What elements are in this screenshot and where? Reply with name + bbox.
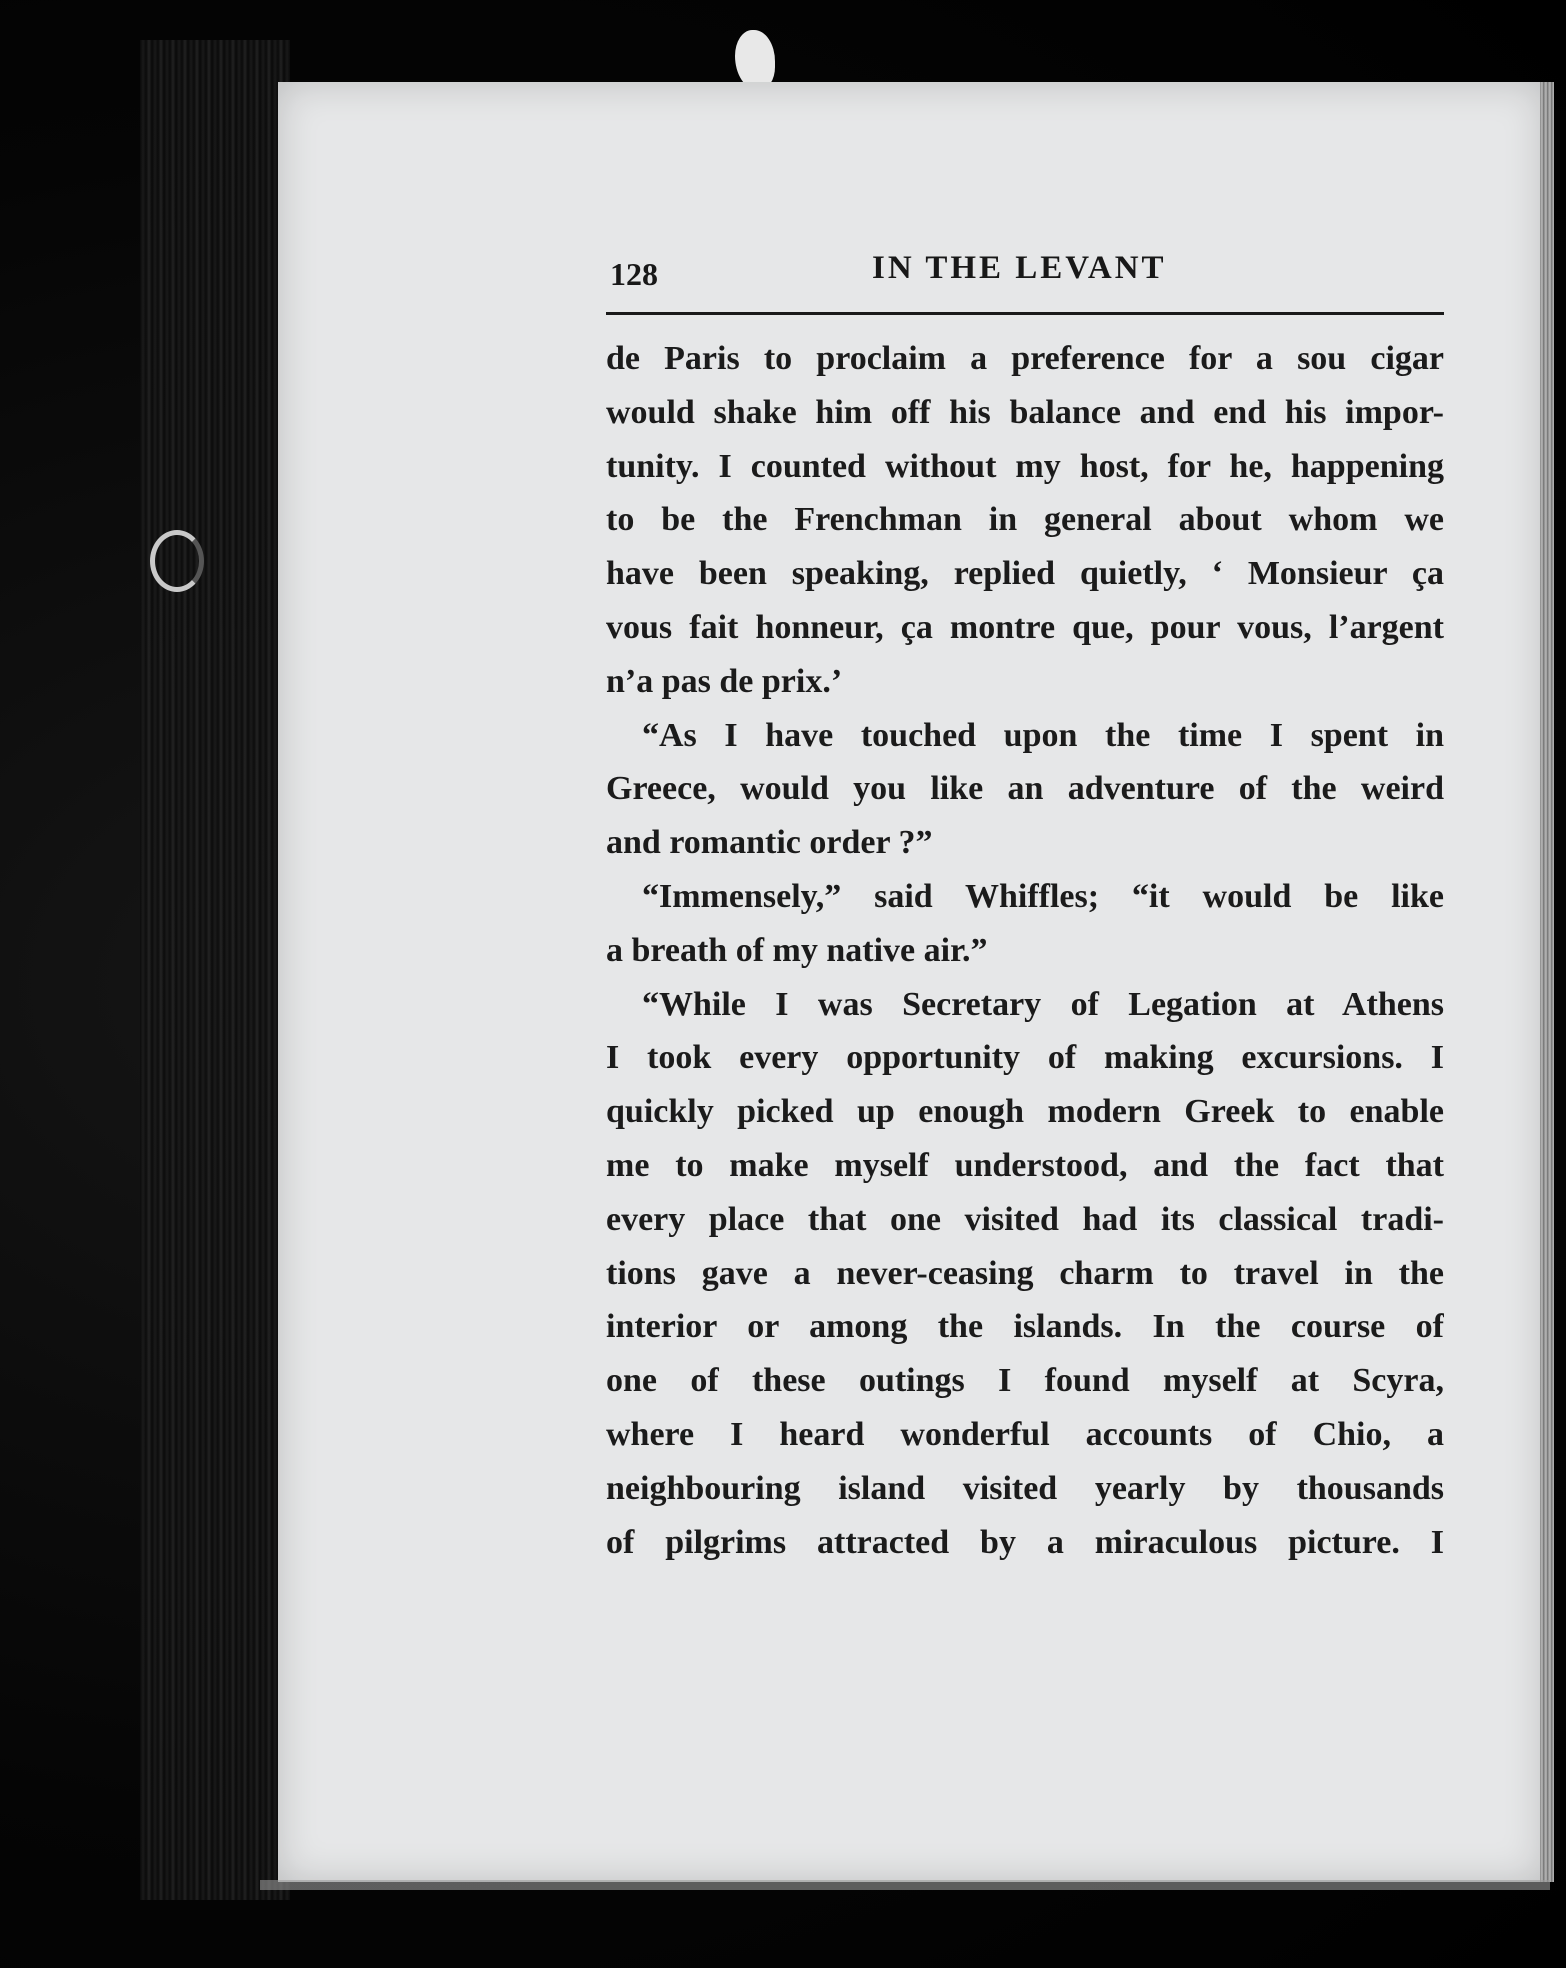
text-line: to be the Frenchman in general about whom we xyxy=(606,501,1444,539)
body-text xyxy=(606,332,1444,1569)
text-line: Greece, would you like an adventure of the weird xyxy=(606,770,1444,808)
text-line: a breath of my native air.” xyxy=(606,931,988,969)
running-head: IN THE LEVANT xyxy=(872,250,1167,286)
text-line: n’a pas de prix.’ xyxy=(606,662,843,700)
text-line: “Immensely,” said Whiffles; “it would be like xyxy=(642,877,1444,915)
text-line: quickly picked up enough modern Greek to enable xyxy=(606,1093,1444,1131)
header-rule xyxy=(606,312,1444,315)
text-line: de Paris to proclaim a preference for a sou cigar xyxy=(606,340,1444,377)
text-line: of pilgrims attracted by a miraculous picture. I xyxy=(606,1523,1444,1561)
binding-ring xyxy=(150,530,204,592)
text-line: every place that one visited had its classical tradi- xyxy=(606,1200,1444,1238)
text-line: would shake him off his balance and end his impor- xyxy=(606,393,1444,431)
text-line: tions gave a never-ceasing charm to travel in the xyxy=(606,1254,1444,1292)
page-header xyxy=(610,250,1442,300)
text-line: tunity. I counted without my host, for he, happening xyxy=(606,447,1444,485)
text-line: neighbouring island visited yearly by thousands xyxy=(606,1469,1444,1507)
page-edge xyxy=(1540,82,1554,1882)
text-line: vous fait honneur, ça montre que, pour vous, l’argent xyxy=(606,608,1444,646)
text-line: one of these outings I found myself at Scyra, xyxy=(606,1362,1444,1400)
page-number: 128 xyxy=(610,256,658,292)
text-line: where I heard wonderful accounts of Chio, a xyxy=(606,1415,1444,1453)
text-line: “As I have touched upon the time I spent in xyxy=(642,716,1444,754)
text-line: me to make myself understood, and the fact that xyxy=(606,1146,1444,1184)
text-line: have been speaking, replied quietly, ‘ Monsieur ça xyxy=(606,555,1444,593)
text-line: interior or among the islands. In the course of xyxy=(606,1308,1444,1346)
text-line: “While I was Secretary of Legation at Athens xyxy=(642,985,1444,1023)
text-line: I took every opportunity of making excursions. I xyxy=(606,1039,1444,1077)
text-line: and romantic order ?” xyxy=(606,824,933,862)
page-bottom-edge xyxy=(260,1880,1550,1890)
book-spine xyxy=(140,40,290,1900)
